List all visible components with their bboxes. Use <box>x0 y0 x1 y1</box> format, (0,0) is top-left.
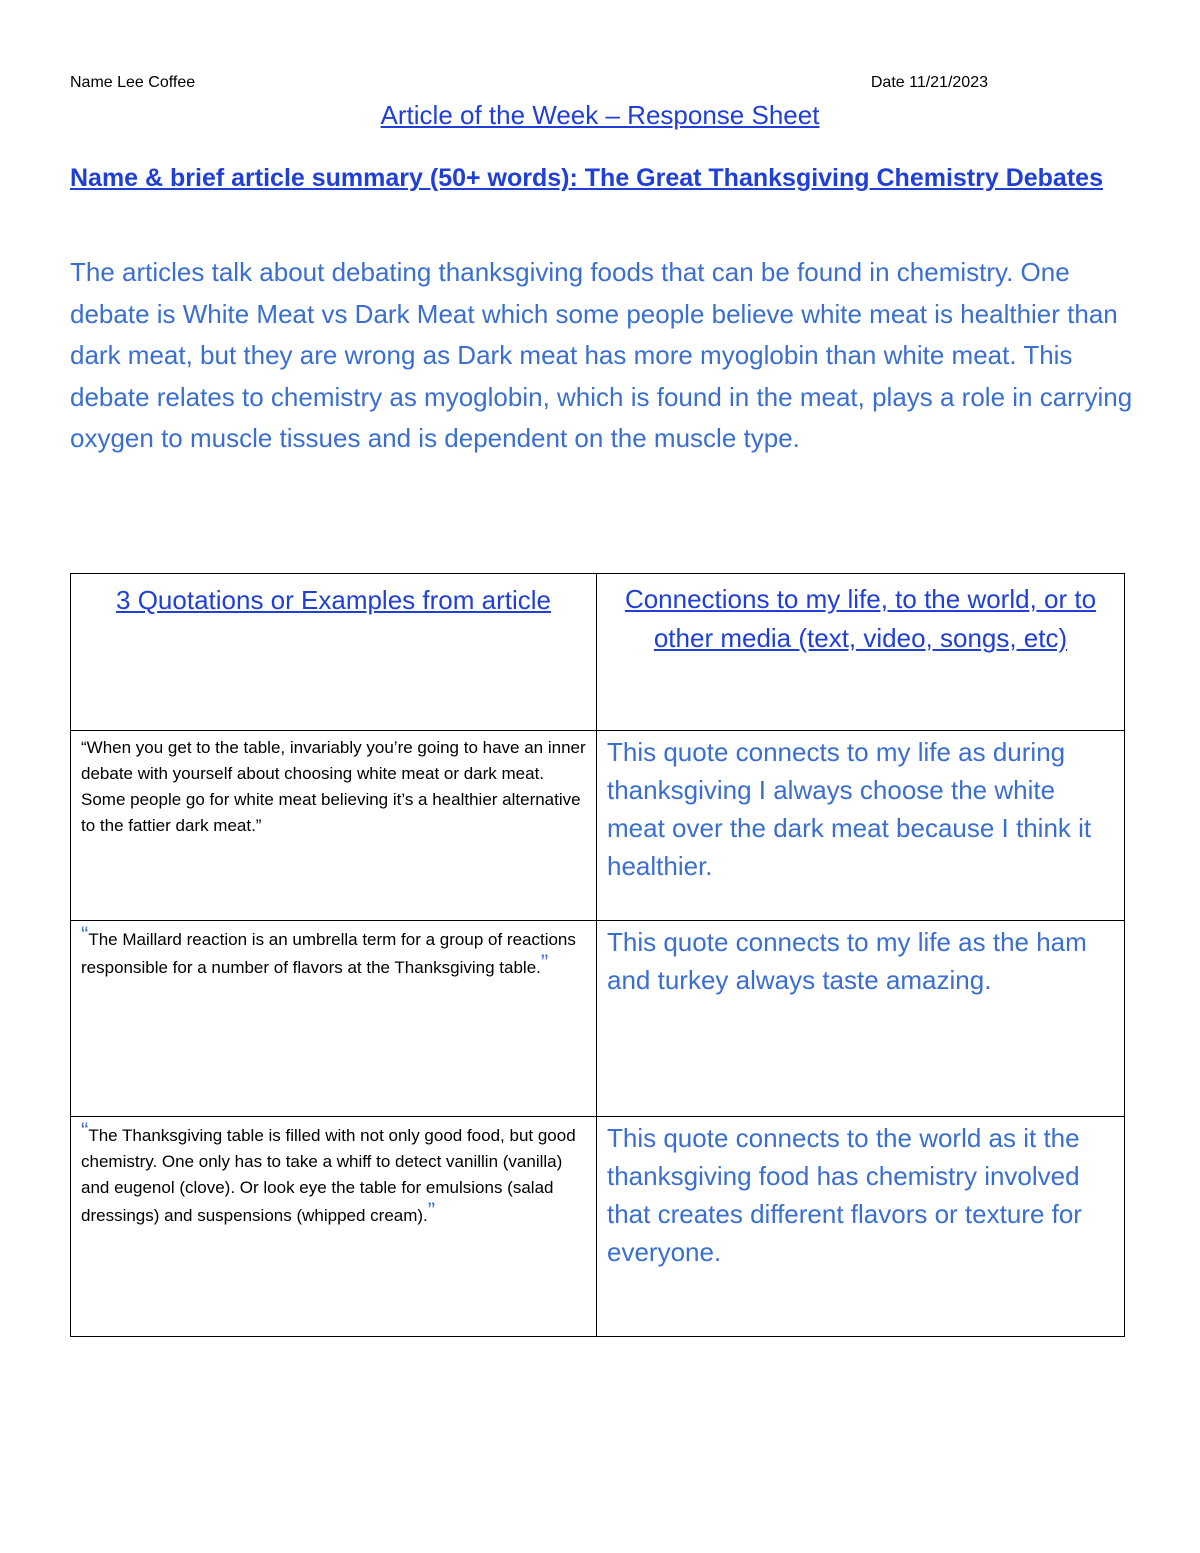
table-row <box>71 1117 1125 1337</box>
table-row <box>71 921 1125 1117</box>
connection-cell: This quote connects to the world as it the thanksgiving food has chemistry involved that creates different flavors or texture for everyone. <box>597 1117 1125 1337</box>
table-row <box>71 731 1125 921</box>
table-header-row <box>71 574 1125 731</box>
open-quote-mark: “ <box>81 1118 89 1143</box>
quote-text: “When you get to the table, invariably you’re going to have an inner debate with yourself about choosing white meat or dark meat. Some people go for white meat believing it’s a healthier alternative to the fattier dark meat.” <box>81 738 586 835</box>
connection-cell: This quote connects to my life as during thanksgiving I always choose the white meat over the dark meat because I think it healthier. <box>597 731 1125 921</box>
close-quote-mark: ” <box>427 1198 436 1223</box>
open-quote-mark: “ <box>81 922 89 947</box>
header-row <box>70 74 988 92</box>
quote-text: The Thanksgiving table is filled with not only good food, but good chemistry. One only has to take a whiff to detect vanillin (vanilla) and eugenol (clove). Or look eye the table for emulsions (salad dressings) and suspensions (whipped cream). <box>81 1126 576 1225</box>
close-quote-mark: ” <box>540 950 549 975</box>
quote-cell <box>71 731 597 921</box>
summary-heading: Name & brief article summary (50+ words): The Great Thanksgiving Chemistry Debates <box>70 164 1103 192</box>
student-name: Name Lee Coffee <box>70 74 196 91</box>
quote-cell <box>71 1117 597 1337</box>
page-title: Article of the Week – Response Sheet <box>380 100 820 130</box>
quote-text: The Maillard reaction is an umbrella term for a group of reactions responsible for a number of flavors at the Thanksgiving table. <box>81 930 576 977</box>
summary-body: The articles talk about debating thanksgiving foods that can be found in chemistry. One debate is White Meat vs Dark Meat which some people believe white meat is healthier than dark meat, but they are wrong as Dark meat has more myoglobin than white meat. This debate relates to chemistry as myoglobin, which is found in the meat, plays a role in carrying oxygen to muscle tissues and is dependent on the muscle type. <box>70 257 1133 453</box>
connection-cell: This quote connects to my life as the ham and turkey always taste amazing. <box>597 921 1125 1117</box>
date: Date 11/21/2023 <box>870 74 988 91</box>
connections-column-header: Connections to my life, to the world, or to other media (text, video, songs, etc) <box>597 574 1125 731</box>
quotes-table <box>70 573 1125 1337</box>
quote-cell <box>71 921 597 1117</box>
quotes-column-header: 3 Quotations or Examples from article <box>71 574 597 731</box>
